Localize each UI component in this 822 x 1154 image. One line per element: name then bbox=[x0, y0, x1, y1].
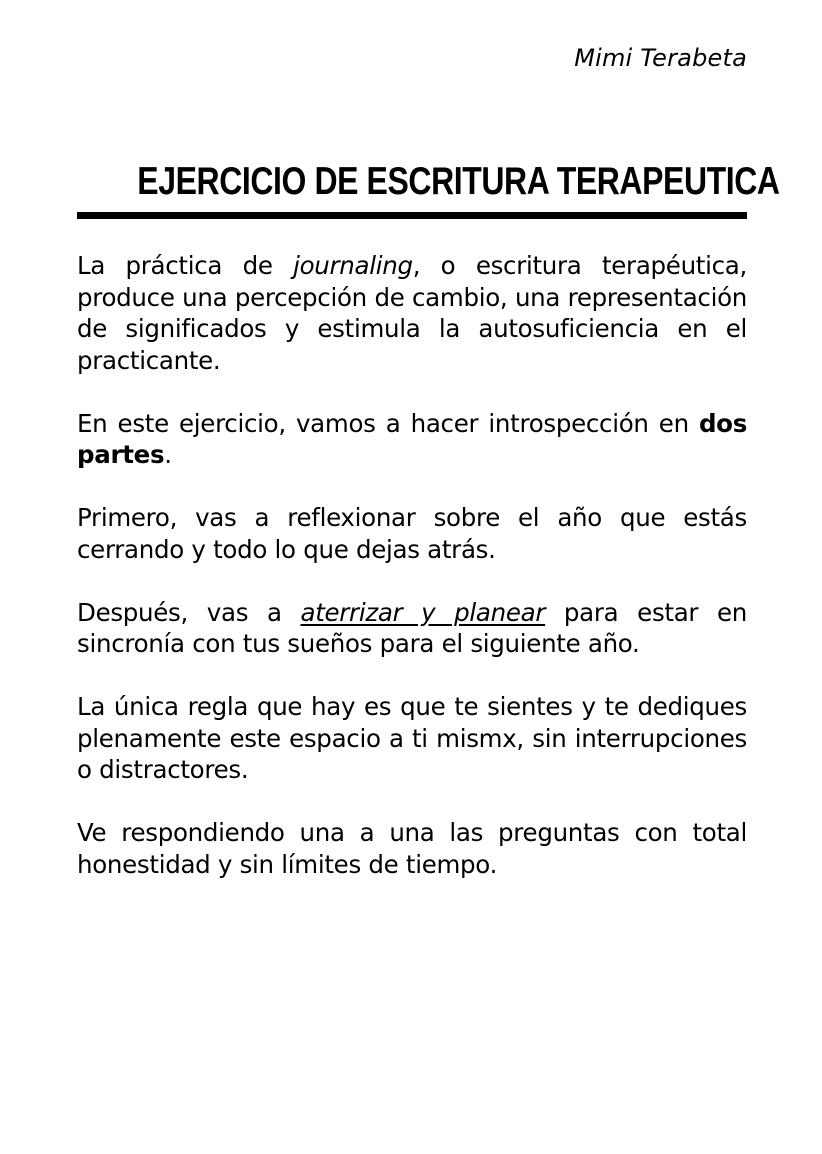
page-title: EJERCICIO DE ESCRITURA TERAPEUTICA bbox=[137, 160, 780, 203]
document-body bbox=[77, 250, 747, 912]
paragraph-instructions bbox=[77, 817, 747, 880]
text-segment: Ve respondiendo una a una las preguntas con total honestidad y sin límites de tiempo. bbox=[77, 818, 747, 879]
paragraph-intro bbox=[77, 250, 747, 376]
text-segment: para estar en sincronía con tus sueños para el siguiente año. bbox=[77, 597, 747, 658]
author-name: Mimi Terabeta bbox=[574, 44, 747, 72]
text-segment: La única regla que hay es que te sientes y te dediques plenamente este espacio a ti mismx, sin interrupciones o distractores. bbox=[77, 692, 747, 784]
text-segment: La práctica de bbox=[77, 251, 294, 280]
paragraph-first bbox=[77, 502, 747, 565]
text-segment: Primero, vas a reflexionar sobre el año que estás cerrando y todo lo que dejas atrás. bbox=[77, 503, 747, 564]
emphasis-journaling: journaling bbox=[293, 251, 413, 280]
title-underline-divider bbox=[77, 212, 747, 219]
text-segment: , o escritura terapéutica, produce una percepción de cambio, una representación de significados y estimula la autosuficiencia en el practicante. bbox=[77, 251, 747, 375]
text-segment: . bbox=[164, 440, 172, 469]
paragraph-rule bbox=[77, 691, 747, 786]
paragraph-two-parts bbox=[77, 408, 747, 471]
title-block bbox=[77, 158, 780, 219]
text-segment: Después, vas a bbox=[77, 597, 301, 627]
text-segment: En este ejercicio, vamos a hacer introspección en bbox=[77, 408, 699, 438]
bold-dos-partes: dos partes bbox=[77, 408, 747, 469]
paragraph-after bbox=[77, 597, 747, 660]
emphasis-aterrizar-planear: aterrizar y planear bbox=[300, 597, 546, 627]
